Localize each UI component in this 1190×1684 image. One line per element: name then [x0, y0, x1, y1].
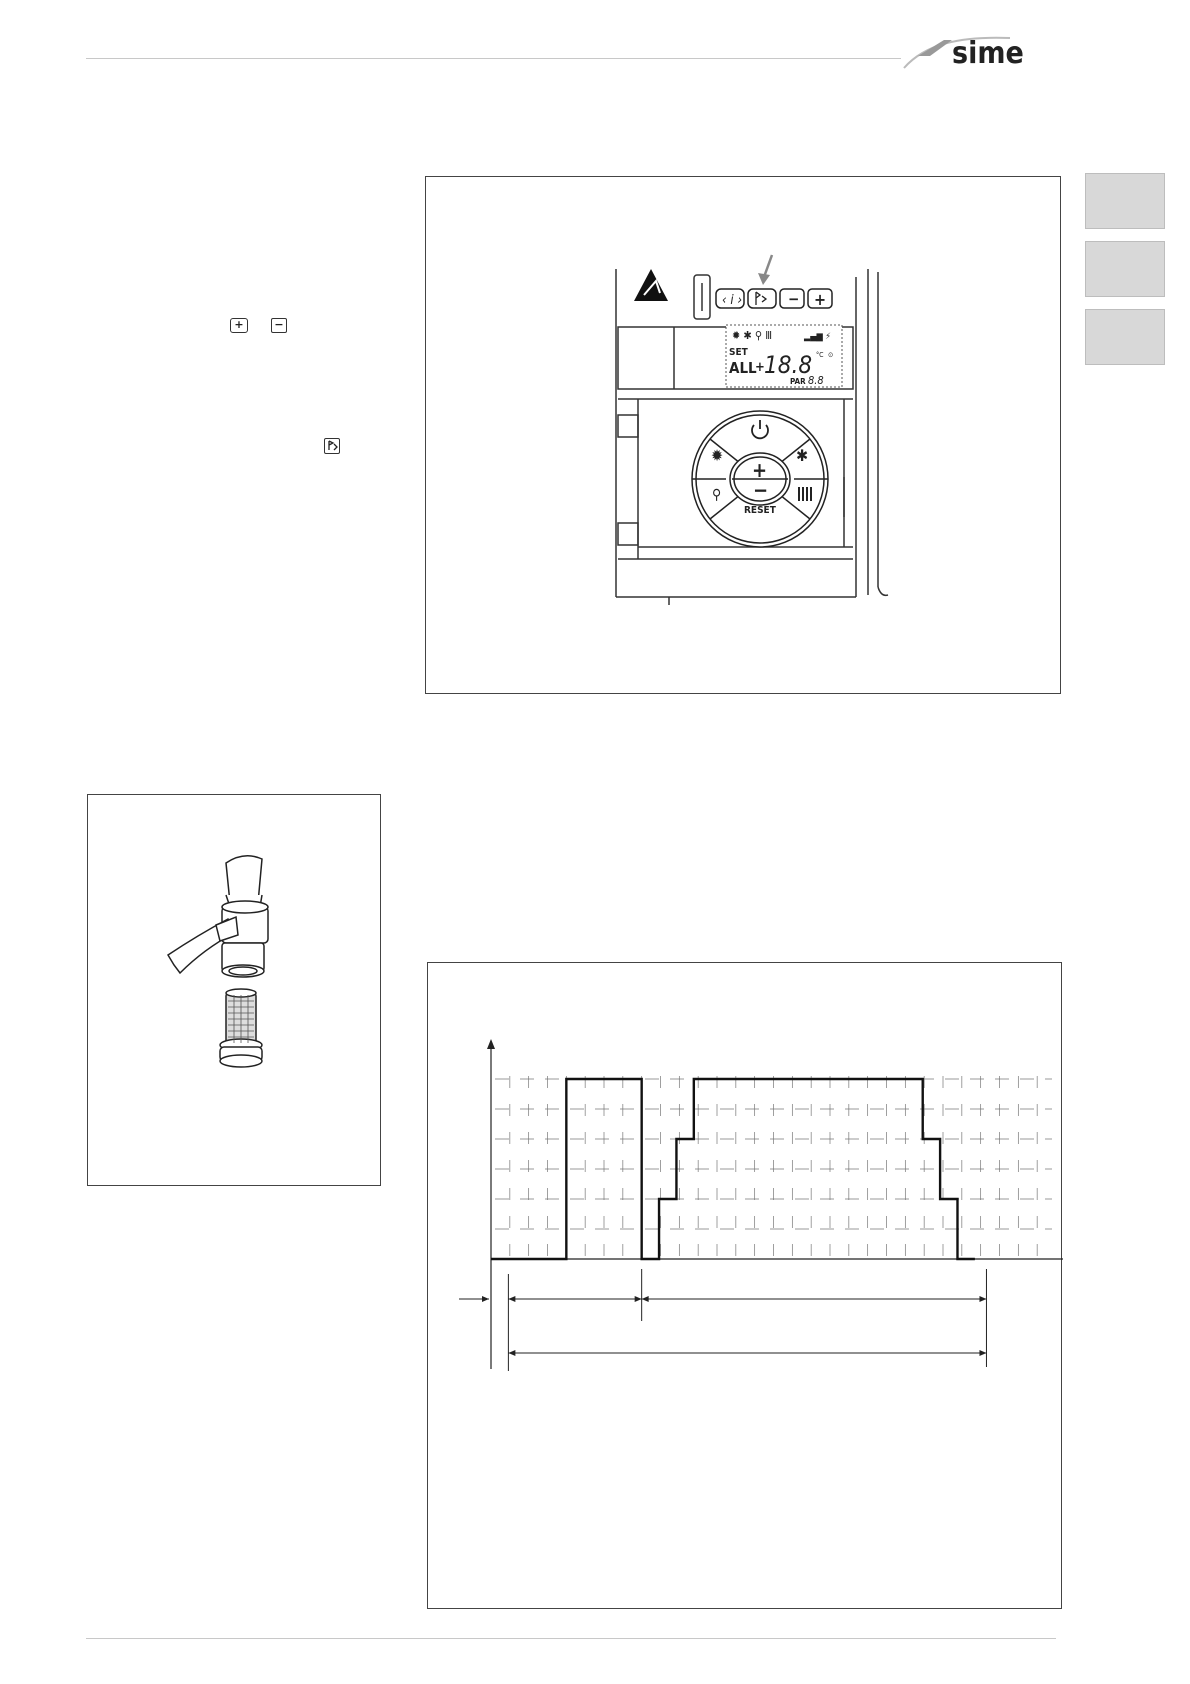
summer-sun-icon: ✹ — [711, 446, 724, 465]
filter-figure — [87, 794, 381, 1186]
logo-text: sime — [952, 36, 1024, 71]
header-rule — [86, 58, 901, 59]
svg-text:✹ ✱ ⚲ Ⅲ: ✹ ✱ ⚲ Ⅲ — [732, 329, 773, 342]
lcd-display — [726, 325, 842, 387]
svg-text:⊙: ⊙ — [828, 351, 834, 359]
side-tab-1[interactable] — [1085, 173, 1165, 229]
sime-logo — [900, 30, 1060, 72]
top-minus-key: − — [788, 290, 800, 308]
svg-text:°C: °C — [816, 351, 824, 359]
lcd-par: PAR — [790, 377, 806, 386]
footer-rule — [86, 1638, 1056, 1639]
side-tab-3[interactable] — [1085, 309, 1165, 365]
dhw-tap-icon: ⚲ — [712, 487, 722, 503]
step-chart — [428, 963, 1063, 1610]
service-key-icon — [324, 438, 340, 454]
plus-key-icon: + — [230, 318, 248, 333]
side-tab-2[interactable] — [1085, 241, 1165, 297]
dim-arrowhead — [482, 1296, 489, 1302]
dim-arrowhead — [979, 1350, 986, 1356]
lcd-digits: 18.8 — [764, 351, 813, 379]
pointer-arrow-icon — [758, 255, 772, 285]
lcd-set: SET — [729, 347, 748, 358]
filter-drawing — [88, 795, 382, 1187]
dim-arrowhead — [642, 1296, 649, 1302]
winter-snow-icon: ✱ — [796, 446, 809, 465]
svg-text:+: + — [755, 360, 765, 375]
dim-arrowhead — [635, 1296, 642, 1302]
y-axis-arrow — [487, 1039, 495, 1049]
dim-arrowhead — [508, 1296, 515, 1302]
top-plus-key: + — [814, 290, 827, 309]
dim-arrowhead — [979, 1296, 986, 1302]
info-key-icon: ‹ i › — [722, 293, 743, 308]
keypad-reset: RESET — [744, 505, 776, 516]
chart-figure — [427, 962, 1062, 1609]
esd-warning-icon — [634, 269, 668, 301]
minus-key-icon: − — [271, 318, 287, 333]
keypad-minus: − — [753, 478, 769, 502]
control-panel-drawing — [426, 177, 1062, 695]
lcd-small-digits: 8.8 — [808, 374, 824, 387]
wrench-card-icon — [694, 275, 710, 319]
lcd-all: ALL — [729, 359, 757, 377]
keypad-plus: + — [752, 458, 768, 482]
control-panel-figure — [425, 176, 1061, 694]
dim-arrowhead — [508, 1350, 515, 1356]
svg-text:▂▄▆ ⚡: ▂▄▆ ⚡ — [804, 332, 831, 342]
